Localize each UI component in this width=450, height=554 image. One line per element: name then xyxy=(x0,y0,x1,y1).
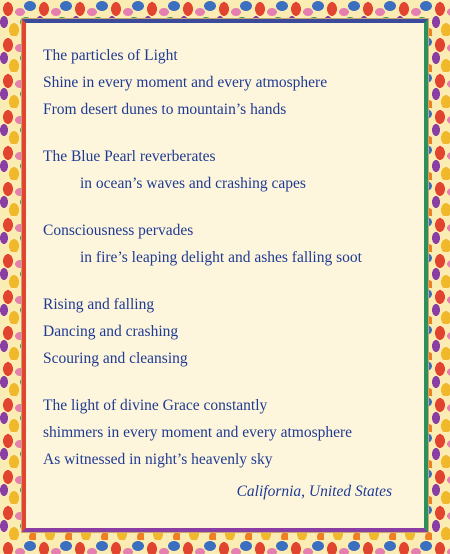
poem-line: Scouring and cleansing xyxy=(43,350,188,367)
stanza-2 xyxy=(43,143,414,197)
poem-line: As witnessed in night’s heavenly sky xyxy=(43,451,273,468)
poem-line: The light of divine Grace constantly xyxy=(43,397,268,414)
poem-line: Consciousness pervades xyxy=(43,222,194,239)
poem-panel xyxy=(22,19,428,532)
poem-line: Rising and falling xyxy=(43,296,155,313)
stanza-5 xyxy=(43,392,414,473)
poem-line: shimmers in every moment and every atmosphere xyxy=(43,424,353,441)
stanza-1 xyxy=(43,42,414,123)
poem-line: The Blue Pearl reverberates xyxy=(43,148,216,165)
stanza-3 xyxy=(43,217,414,271)
poem-line-indented: in fire’s leaping delight and ashes falling soot xyxy=(80,249,362,266)
poem xyxy=(43,42,414,493)
poem-line: Shine in every moment and every atmosphere xyxy=(43,74,328,91)
stanza-4 xyxy=(43,291,414,372)
location-signature: California, United States xyxy=(236,483,392,500)
poem-line: Dancing and crashing xyxy=(43,323,179,340)
poem-line-indented: in ocean’s waves and crashing capes xyxy=(80,175,306,192)
poem-line: The particles of Light xyxy=(43,47,178,64)
poem-line: From desert dunes to mountain’s hands xyxy=(43,101,287,118)
